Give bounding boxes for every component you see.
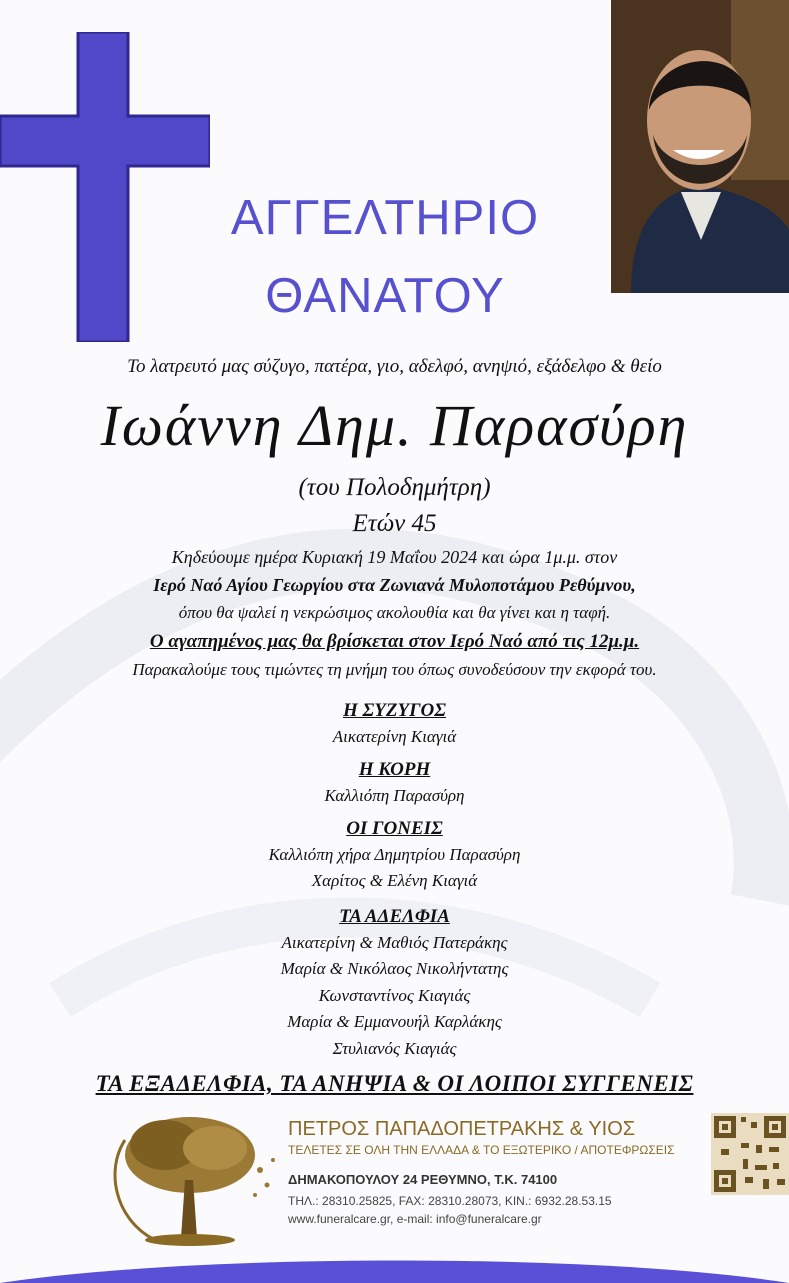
family-name: Στυλιανός Κιαγιάς [332, 1039, 457, 1058]
funeral-line-5: Παρακαλούμε τους τιμώντες τη μνήμη του όπως συνοδεύσουν την εκφορά του. [132, 660, 657, 679]
heading-line-2: ΘΑΝΑΤΟΥ [265, 269, 505, 323]
funeral-line-1: Κηδεύουμε ημέρα Κυριακή 19 Μαΐου 2024 και ώρα 1μ.μ. στον [171, 547, 618, 567]
tree-logo-icon [95, 1100, 285, 1250]
family-name: Μαρία & Νικόλαος Νικολήντατης [280, 959, 509, 978]
family-name: Καλλιόπη χήρα Δημητρίου Παρασύρη [268, 845, 521, 864]
funeral-line-3: όπου θα ψαλεί η νεκρώσιμος ακολουθία και θα γίνει και η ταφή. [178, 603, 611, 622]
family-title-spouse: Η ΣΥΖΥΓΟΣ [342, 700, 447, 721]
portrait-photo [611, 0, 789, 293]
family-name: Κωνσταντίνος Κιαγιάς [318, 986, 471, 1005]
family-name: Καλλιόπη Παρασύρη [324, 786, 465, 805]
age: Ετών 45 [352, 510, 437, 537]
other-relatives: ΤΑ ΕΞΑΔΕΛΦΙΑ, ΤΑ ΑΝΗΨΙΑ & ΟΙ ΛΟΙΠΟΙ ΣΥΓΓΕΝΕΙΣ [95, 1071, 694, 1096]
family-name: Χαρίτος & Ελένη Κιαγιά [311, 871, 478, 890]
funeral-line-2: Ιερό Ναό Αγίου Γεωργίου στα Ζωνιανά Μυλοποτάμου Ρεθύμνου, [153, 575, 636, 595]
qr-code-icon[interactable] [711, 1113, 789, 1195]
nickname: (του Πολοδημήτρη) [298, 474, 491, 501]
company-name: ΠΕΤΡΟΣ ΠΑΠΑΔΟΠΕΤΡΑΚΗΣ & ΥΙΟΣ [288, 1118, 636, 1140]
family-title-parents: ΟΙ ΓΟΝΕΙΣ [346, 818, 443, 839]
bottom-decoration [0, 1258, 789, 1283]
family-name: Αικατερίνη & Μαθιός Πατεράκης [281, 933, 508, 952]
company-tagline: ΤΕΛΕΤΕΣ ΣΕ ΟΛΗ ΤΗΝ ΕΛΛΑΔΑ & ΤΟ ΕΞΩΤΕΡΙΚΟ / ΑΠΟΤΕΦΡΩΣΕΙΣ [288, 1143, 675, 1157]
company-phones: ΤΗΛ.: 28310.25825, FAX: 28310.28073, ΚΙΝ.: 6932.28.53.15 [288, 1194, 612, 1208]
intro-text: Το λατρευτό μας σύζυγο, πατέρα, γιο, αδελφό, ανηψιό, εξάδελφο & θείο [127, 356, 662, 377]
family-name: Αικατερίνη Κιαγιά [332, 727, 457, 746]
funeral-line-4: Ο αγαπημένος μας θα βρίσκεται στον Ιερό Ναό από τις 12μ.μ. [149, 631, 640, 652]
deceased-name: Ιωάννη Δημ. Παρασύρη [100, 393, 689, 458]
family-name: Μαρία & Εμμανουήλ Καρλάκης [287, 1012, 502, 1031]
family-title-daughter: Η ΚΟΡΗ [358, 759, 431, 780]
company-web: www.funeralcare.gr, e-mail: info@funeralcare.gr [288, 1212, 542, 1226]
heading-line-1: ΑΓΓΕΛΤΗΡΙΟ [230, 191, 540, 245]
family-title-siblings: ΤΑ ΑΔΕΛΦΙΑ [339, 906, 450, 927]
company-address: ΔΗΜΑΚΟΠΟΥΛΟΥ 24 ΡΕΘΥΜΝΟ, Τ.Κ. 74100 [288, 1172, 558, 1187]
